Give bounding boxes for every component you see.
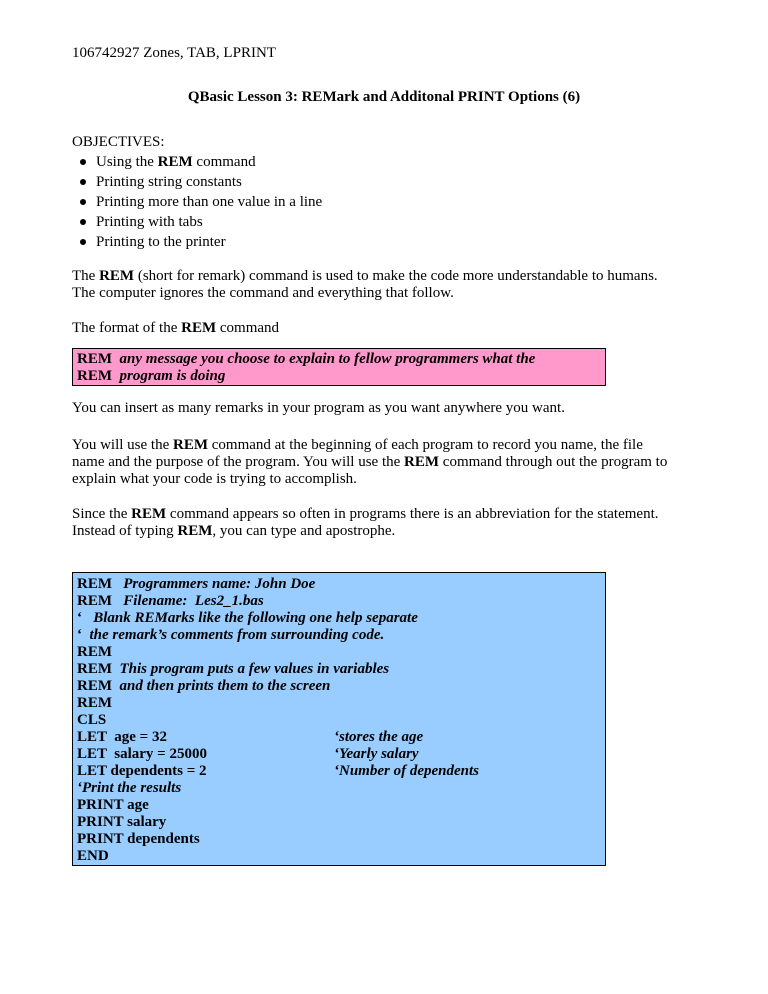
code-line: LET dependents = 2 ‘Number of dependents bbox=[77, 763, 479, 779]
code-line: ‘Print the results bbox=[77, 780, 182, 796]
inline-comment: ‘Number of dependents bbox=[334, 763, 479, 779]
code-line: ‘ the remark’s comments from surrounding code. bbox=[77, 627, 385, 643]
code-line: PRINT age bbox=[77, 797, 149, 813]
inline-comment: ‘stores the age bbox=[334, 729, 424, 745]
code-line: LET age = 32 ‘stores the age bbox=[77, 729, 424, 745]
bullet-icon bbox=[80, 239, 86, 245]
objective-item: Printing with tabs bbox=[72, 212, 322, 232]
code-line: PRINT dependents bbox=[77, 831, 200, 847]
rem-format-box bbox=[72, 348, 606, 386]
bullet-icon bbox=[80, 219, 86, 225]
code-line: REM and then prints them to the screen bbox=[77, 678, 331, 694]
objectives-list bbox=[72, 152, 322, 252]
format-line: REM any message you choose to explain to fellow programmers what the bbox=[77, 351, 536, 367]
format-intro-paragraph: The format of the REM command bbox=[72, 320, 280, 336]
code-line: CLS bbox=[77, 712, 107, 728]
objective-item: Using the REM command bbox=[72, 152, 322, 172]
code-line: END bbox=[77, 848, 109, 864]
code-line: ‘ Blank REMarks like the following one help separate bbox=[77, 610, 418, 626]
rem-abbreviation-paragraph: Since the REM command appears so often in programs there is an abbreviation for the statement. Instead of typing REM, you can type and apostrophe. bbox=[72, 506, 659, 539]
format-line: REM program is doing bbox=[77, 368, 226, 384]
code-line: REM This program puts a few values in variables bbox=[77, 661, 390, 677]
bullet-icon bbox=[80, 199, 86, 205]
objective-item: Printing string constants bbox=[72, 172, 322, 192]
rem-description-paragraph: The REM (short for remark) command is used to make the code more understandable to humans. The computer ignores the command and everything that follow. bbox=[72, 268, 658, 301]
rem-usage-paragraph: You will use the REM command at the beginning of each program to record you name, the file name and the purpose of the program. You will use the REM command through out the program to explain what your code is trying to accomplish. bbox=[72, 437, 668, 487]
lesson-title: QBasic Lesson 3: REMark and Additonal PRINT Options (6) bbox=[187, 89, 581, 105]
code-line: REM Programmers name: John Doe bbox=[77, 576, 316, 592]
code-line: REM bbox=[77, 695, 112, 711]
bullet-icon bbox=[80, 179, 86, 185]
code-line: REM bbox=[77, 644, 112, 660]
bullet-icon bbox=[80, 159, 86, 165]
code-line: LET salary = 25000 ‘Yearly salary bbox=[77, 746, 419, 762]
objectives-heading: OBJECTIVES: bbox=[72, 134, 165, 150]
objective-item: Printing to the printer bbox=[72, 232, 322, 252]
page-header: 106742927 Zones, TAB, LPRINT bbox=[72, 45, 276, 61]
objective-item: Printing more than one value in a line bbox=[72, 192, 322, 212]
code-example-box bbox=[72, 572, 606, 866]
code-line: PRINT salary bbox=[77, 814, 167, 830]
code-line: REM Filename: Les2_1.bas bbox=[77, 593, 264, 609]
insert-remarks-paragraph: You can insert as many remarks in your program as you want anywhere you want. bbox=[72, 400, 565, 416]
inline-comment: ‘Yearly salary bbox=[334, 746, 419, 762]
